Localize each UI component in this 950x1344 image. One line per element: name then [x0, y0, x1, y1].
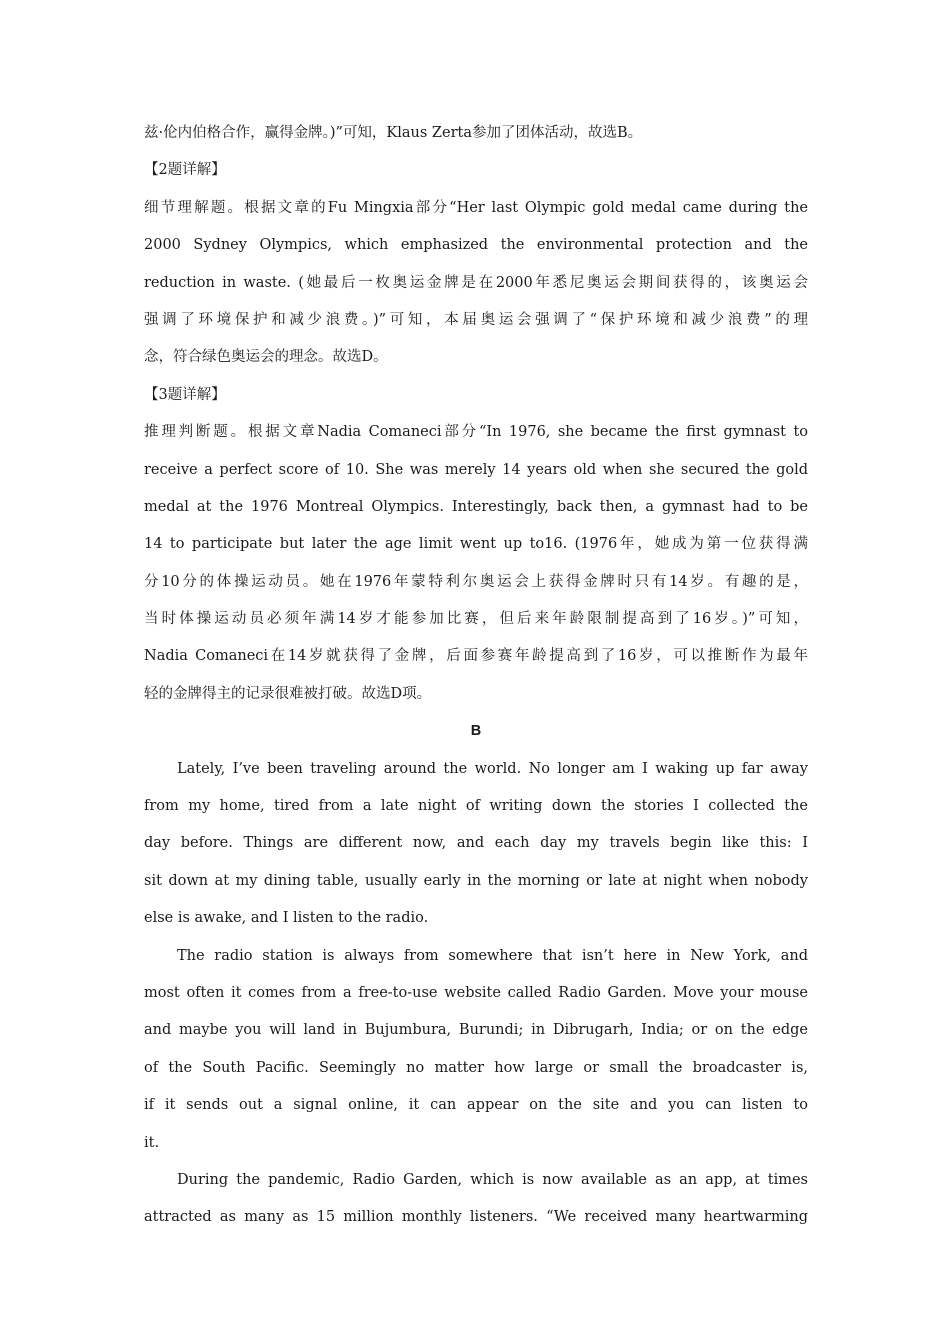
text-line: 念，符合绿色奥运会的理念。故选D。 [144, 349, 388, 366]
text-line: 强调了环境保护和减少浪费。)”可知，本届奥运会强调了“保护环境和减少浪费”的理 [144, 311, 808, 328]
text-line: medal at the 1976 Montreal Olympics. Interestingly, back then, a gymnast had to be [144, 498, 808, 515]
text-line: 当时体操运动员必须年满14岁才能参加比赛，但后来年龄限制提高到了16岁。)”可知， [144, 611, 808, 628]
section-heading: 【2题详解】 [144, 162, 226, 179]
text-line: from my home, tired from a late night of writing down the stories I collected the [144, 798, 808, 815]
paragraph-first-line: Lately, I’ve been traveling around the world. No longer am I waking up far away [177, 760, 808, 777]
text-line: receive a perfect score of 10. She was merely 14 years old when she secured the gold [144, 461, 808, 478]
text-line: else is awake, and I listen to the radio. [144, 910, 429, 927]
text-line: most often it comes from a free-to-use website called Radio Garden. Move your mouse [144, 984, 808, 1001]
text-line: 兹·伦内伯格合作，赢得金牌。)”可知，Klaus Zerta参加了团体活动，故选B。 [144, 125, 643, 141]
passage-heading: B [470, 723, 482, 740]
text-line: 14 to participate but later the age limit went up to16. (1976年，她成为第一位获得满 [144, 536, 808, 553]
text-line: attracted as many as 15 million monthly listeners. “We received many heartwarming [144, 1209, 808, 1226]
text-line: sit down at my dining table, usually early in the morning or late at night when nobody [144, 872, 808, 889]
text-line: it. [144, 1134, 160, 1151]
text-line: of the South Pacific. Seemingly no matter how large or small the broadcaster is, [144, 1059, 808, 1076]
text-line: 2000 Sydney Olympics, which emphasized the environmental protection and the [144, 237, 808, 254]
text-line: Nadia Comaneci在14岁就获得了金牌，后面参赛年龄提高到了16岁，可以推断作为最年 [144, 648, 808, 665]
text-line: 分10分的体操运动员。她在1976年蒙特利尔奥运会上获得金牌时只有14岁。有趣的是， [144, 573, 808, 590]
section-heading: 【3题详解】 [144, 386, 226, 403]
paragraph-first-line: The radio station is always from somewhere that isn’t here in New York, and [177, 947, 808, 964]
text-line: 细节理解题。根据文章的Fu Mingxia部分“Her last Olympic gold medal came during the [144, 199, 808, 216]
text-line: if it sends out a signal online, it can appear on the site and you can listen to [144, 1097, 808, 1114]
text-line: day before. Things are different now, and each day my travels begin like this: I [144, 835, 808, 852]
text-line: 推理判断题。根据文章Nadia Comaneci部分“In 1976, she became the first gymnast to [144, 424, 808, 441]
text-line: 轻的金牌得主的记录很难被打破。故选D项。 [144, 685, 432, 702]
text-line: reduction in waste. (她最后一枚奥运金牌是在2000年悉尼奥运会期间获得的，该奥运会 [144, 274, 808, 291]
paragraph-first-line: During the pandemic, Radio Garden, which is now available as an app, at times [177, 1171, 808, 1188]
document-page [144, 115, 808, 1237]
text-line: and maybe you will land in Bujumbura, Burundi; in Dibrugarh, India; or on the edge [144, 1022, 808, 1039]
